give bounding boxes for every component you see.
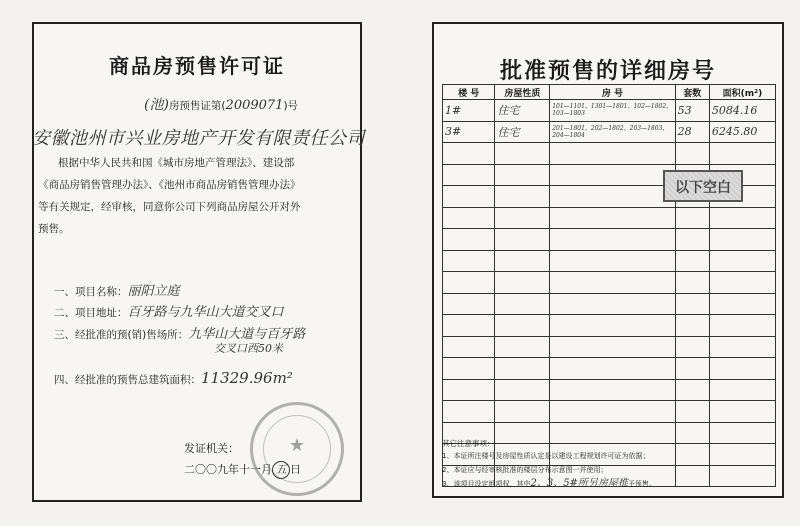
table-row-empty — [443, 143, 776, 165]
header-area: 面积(m²) — [709, 85, 775, 100]
empty-cell — [675, 207, 709, 229]
notes-section — [442, 438, 776, 491]
empty-cell — [550, 207, 675, 229]
note-2: 2、本证应与经审核批准的楼层分布示意图一并使用； — [442, 466, 608, 474]
empty-cell — [443, 401, 495, 423]
empty-cell — [675, 250, 709, 272]
cert-prefix: (池) — [144, 97, 169, 113]
item1-value: 丽阳立庭 — [127, 284, 180, 299]
empty-cell — [550, 401, 675, 423]
table-row-empty — [443, 229, 776, 251]
empty-cell — [443, 379, 495, 401]
table-row-empty — [443, 250, 776, 272]
empty-cell — [495, 293, 550, 315]
paragraph-line-3: 等有关规定，经审核，同意你公司下列商品房屋公开对外 — [38, 201, 301, 213]
note3-mid: 设定地项权，其中 — [474, 480, 531, 488]
table-row-empty — [443, 336, 776, 358]
empty-cell — [709, 143, 775, 165]
cell-count: 53 — [675, 100, 709, 122]
empty-cell — [675, 379, 709, 401]
cell-count: 28 — [675, 121, 709, 143]
cell-rooms: 201—1801、202—1802、203—1803、204—1804 — [550, 121, 675, 143]
cell-area: 6245.80 — [709, 121, 775, 143]
item3-label: 三、经批准的预(销)售场所： — [54, 329, 189, 341]
cell-building: 3# — [443, 121, 495, 143]
rooms-table — [442, 84, 776, 487]
empty-cell — [495, 379, 550, 401]
empty-cell — [495, 401, 550, 423]
empty-cell — [443, 250, 495, 272]
item-total-area — [54, 369, 293, 387]
empty-cell — [550, 315, 675, 337]
item4-value: 11329.96m² — [201, 369, 293, 387]
empty-cell — [443, 164, 495, 186]
cell-area: 5084.16 — [709, 100, 775, 122]
empty-cell — [495, 272, 550, 294]
empty-cell — [709, 358, 775, 380]
empty-cell — [675, 315, 709, 337]
table-row — [443, 100, 776, 122]
empty-cell — [550, 336, 675, 358]
note3-end: 予预售。 — [627, 480, 656, 488]
empty-cell — [709, 336, 775, 358]
empty-cell — [550, 186, 675, 208]
permit-title: 商品房预售许可证 — [109, 54, 285, 78]
note3-hand: 2、3、5#所另 — [530, 478, 598, 489]
empty-cell — [709, 379, 775, 401]
empty-cell — [443, 293, 495, 315]
stamp-text: 以下空白 — [675, 180, 731, 196]
notes-title: 其它注意事项： — [442, 439, 495, 448]
empty-cell — [495, 315, 550, 337]
header-rooms: 房 号 — [550, 85, 675, 100]
cell-building: 1# — [443, 100, 495, 122]
empty-cell — [443, 272, 495, 294]
empty-cell — [550, 293, 675, 315]
header-nature: 房屋性质 — [495, 85, 550, 100]
cert-number-value: 2009071 — [225, 98, 284, 113]
empty-cell — [550, 143, 675, 165]
empty-cell — [709, 315, 775, 337]
empty-cell — [709, 207, 775, 229]
blank-below-stamp — [663, 170, 743, 202]
item3-value-line2: 交叉口西50米 — [214, 342, 283, 355]
table-row-empty — [443, 207, 776, 229]
empty-cell — [675, 401, 709, 423]
certificate-number — [144, 94, 298, 114]
item3-value: 九华山大道与百牙路 — [188, 327, 306, 342]
empty-cell — [675, 143, 709, 165]
empty-cell — [550, 272, 675, 294]
cell-nature: 住宅 — [495, 121, 550, 143]
empty-cell — [709, 401, 775, 423]
empty-cell — [443, 358, 495, 380]
paragraph-line-2: 《商品房销售管理办法》、《池州市商品房销售管理办法》 — [38, 179, 301, 191]
issue-date — [184, 461, 301, 479]
room-details-panel — [432, 22, 784, 498]
empty-cell — [709, 229, 775, 251]
cell-nature: 住宅 — [495, 100, 550, 122]
note3-start: 3、该项目 — [442, 480, 475, 488]
item-project-name — [54, 280, 180, 299]
note-3 — [442, 477, 776, 491]
presale-permit-panel — [32, 22, 365, 502]
table-header-row — [443, 85, 776, 100]
empty-cell — [443, 186, 495, 208]
empty-cell — [495, 250, 550, 272]
item2-value: 百牙路与九华山大道交叉口 — [127, 305, 284, 320]
empty-cell — [550, 379, 675, 401]
header-building: 楼 号 — [443, 85, 495, 100]
cert-suffix: )号 — [283, 100, 299, 112]
company-name: 安徽池州市兴业房地产开发有限责任公司 — [32, 128, 365, 149]
empty-cell — [443, 143, 495, 165]
empty-cell — [443, 229, 495, 251]
paragraph-line-1: 根据中华人民共和国《城市房地产管理法》、建设部 — [58, 157, 295, 169]
empty-cell — [675, 336, 709, 358]
date-prefix: 二〇〇九年十一月 — [184, 463, 272, 476]
empty-cell — [709, 250, 775, 272]
note3-hand2: 房屋推 — [597, 478, 628, 489]
empty-cell — [675, 293, 709, 315]
empty-cell — [495, 186, 550, 208]
empty-cell — [495, 164, 550, 186]
item1-label: 一、项目名称： — [54, 286, 128, 298]
note-1: 1、本证所注楼号及房屋性质认定是以建设工程规划许可证为依据； — [442, 452, 650, 460]
header-count: 套数 — [675, 85, 709, 100]
empty-cell — [495, 207, 550, 229]
paragraph-line-4: 预售。 — [38, 223, 70, 235]
table-row-empty — [443, 315, 776, 337]
empty-cell — [675, 229, 709, 251]
empty-cell — [495, 358, 550, 380]
empty-cell — [443, 315, 495, 337]
table-row-empty — [443, 379, 776, 401]
item4-label: 四、经批准的预售总建筑面积： — [54, 374, 201, 386]
table-row — [443, 121, 776, 143]
room-details-title: 批准预售的详细房号 — [499, 59, 716, 84]
empty-cell — [550, 358, 675, 380]
table-row-empty — [443, 272, 776, 294]
empty-cell — [495, 336, 550, 358]
empty-cell — [443, 336, 495, 358]
cell-rooms: 101—1101、1301—1801、102—1802、103—1803 — [550, 100, 675, 122]
empty-cell — [675, 358, 709, 380]
empty-cell — [709, 272, 775, 294]
date-suffix: 日 — [290, 463, 301, 476]
official-seal — [250, 402, 344, 496]
empty-cell — [443, 207, 495, 229]
empty-cell — [495, 143, 550, 165]
empty-cell — [675, 272, 709, 294]
empty-cell — [495, 229, 550, 251]
table-row-empty — [443, 358, 776, 380]
empty-cell — [550, 229, 675, 251]
empty-cell — [550, 250, 675, 272]
item-project-address — [54, 301, 284, 320]
empty-cell — [709, 293, 775, 315]
table-row-empty — [443, 401, 776, 423]
item2-label: 二、项目地址： — [54, 307, 128, 319]
empty-cell — [550, 164, 675, 186]
date-day: 五 — [272, 461, 290, 479]
table-row-empty — [443, 293, 776, 315]
cert-mid: 房预售证第( — [168, 100, 226, 112]
seal-star-icon: ★ — [288, 435, 306, 456]
issuing-authority: 发证机关： — [184, 442, 239, 455]
